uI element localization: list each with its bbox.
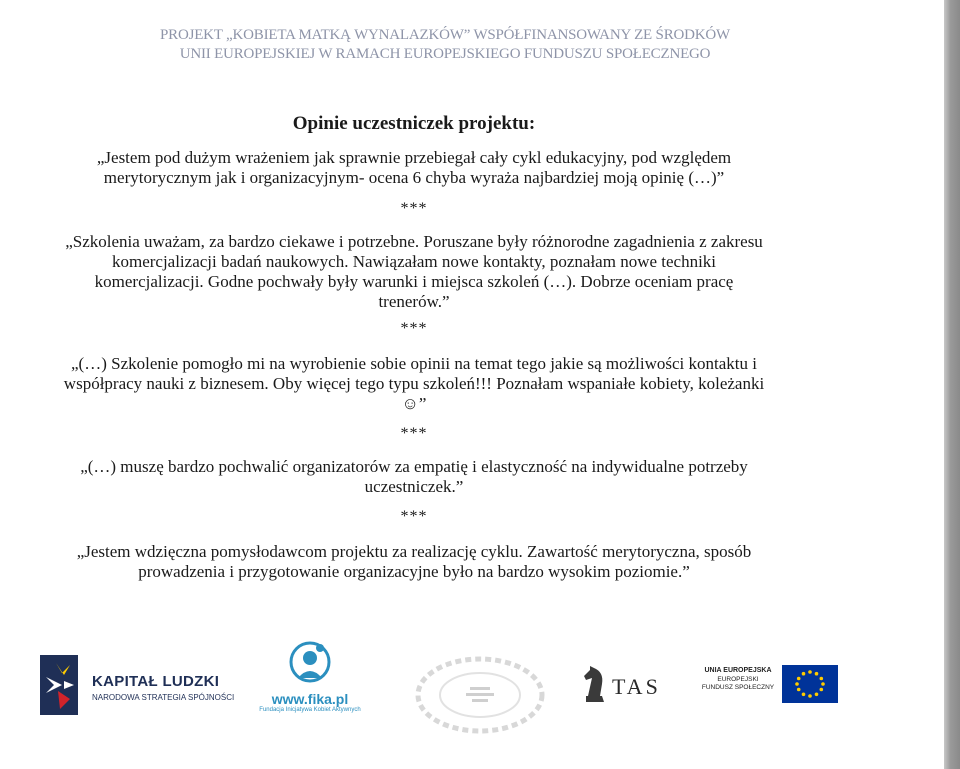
- page-title: Opinie uczestniczek projektu:: [292, 113, 536, 134]
- separator-stars: ***: [400, 508, 428, 525]
- eu-line-2: EUROPEJSKI: [717, 675, 759, 683]
- quote-line: „Jestem pod dużym wrażeniem jak sprawnie przebiegał cały cykl edukacyjny, pod względem: [96, 148, 732, 167]
- kapital-ludzki-star-icon: [40, 655, 78, 715]
- tas-text: TAS: [612, 674, 661, 699]
- chess-knight-icon: [580, 662, 610, 706]
- quote-line: prowadzenia i przygotowanie organizacyjne było na bardzo wysokim poziomie.”: [138, 562, 690, 581]
- kapital-ludzki-subtitle: NARODOWA STRATEGIA SPÓJNOŚCI: [92, 693, 235, 702]
- eu-line-3: FUNDUSZ SPOŁECZNY: [701, 684, 775, 691]
- quote-4: [0, 457, 828, 497]
- quote-3: [0, 354, 828, 414]
- header-line-2: UNII EUROPEJSKIEJ W RAMACH EUROPEJSKIEGO FUNDUSZU SPOŁECZNEGO: [179, 46, 711, 62]
- kapital-ludzki-title: KAPITAŁ LUDZKI: [92, 673, 220, 690]
- quote-line: „Jestem wdzięczna pomysłodawcom projektu za realizację cyklu. Zawartość merytoryczna, sposób: [76, 542, 752, 561]
- kapital-ludzki-logo: [40, 655, 240, 715]
- project-header: [130, 26, 760, 64]
- fika-url: www.fika.pl: [271, 691, 349, 707]
- quote-line: „(…) muszę bardzo pochwalić organizatorów za empatię i elastyczność na indywidualne potrzeby: [80, 457, 748, 476]
- quote-line: komercjalizacji badań naukowych. Nawiązałam nowe kontakty, poznałam nowe techniki: [111, 252, 717, 271]
- quote-1: [0, 148, 828, 188]
- eu-logo: [700, 665, 840, 705]
- sponsor-logos: [0, 640, 944, 740]
- eu-flag-icon: [782, 665, 838, 703]
- header-line-1: PROJEKT „KOBIETA MATKĄ WYNALAZKÓW” WSPÓŁFINANSOWANY ZE ŚRODKÓW: [160, 27, 730, 43]
- fika-logo: [255, 640, 365, 720]
- quote-5: [0, 542, 828, 582]
- quote-line: merytorycznym jak i organizacyjnym- ocena 6 chyba wyraża najbardziej moją opinię (…)”: [103, 168, 725, 187]
- quote-line: komercjalizacji. Godne pochwały były warunki i miejsca szkoleń (…). Dobrze oceniam pracę: [94, 272, 734, 291]
- quote-line: współpracy nauki z biznesem. Oby więcej tego typu szkoleń!!! Poznałam wspaniałe kobiety, koleżanki: [63, 374, 765, 393]
- separator-stars: ***: [400, 320, 428, 337]
- quote-line: „(…) Szkolenie pomogło mi na wyrobienie sobie opinii na temat tego jakie są możliwości kontaktu i: [71, 354, 757, 373]
- slide-edge-bar: [944, 0, 960, 769]
- quote-2: [0, 232, 828, 312]
- separator-stars: ***: [400, 200, 428, 217]
- eu-line-1: UNIA EUROPEJSKA: [704, 667, 772, 674]
- eu-text: [700, 667, 776, 693]
- quote-line: „Szkolenia uważam, za bardzo ciekawe i potrzebne. Poruszane były różnorodne zagadnienia z zakresu: [65, 232, 763, 251]
- seal-icon: [400, 655, 560, 735]
- fika-subtitle: Fundacja Inicjatywa Kobiet Aktywnych: [259, 707, 361, 713]
- quote-line: trenerów.”: [378, 292, 450, 311]
- quote-line: ☺”: [401, 394, 427, 413]
- quote-line: uczestniczek.”: [364, 477, 464, 496]
- separator-stars: ***: [400, 425, 428, 442]
- woman-head-icon: [286, 640, 334, 684]
- circle-seal-logo: [400, 655, 560, 735]
- tas-logo: [580, 662, 690, 712]
